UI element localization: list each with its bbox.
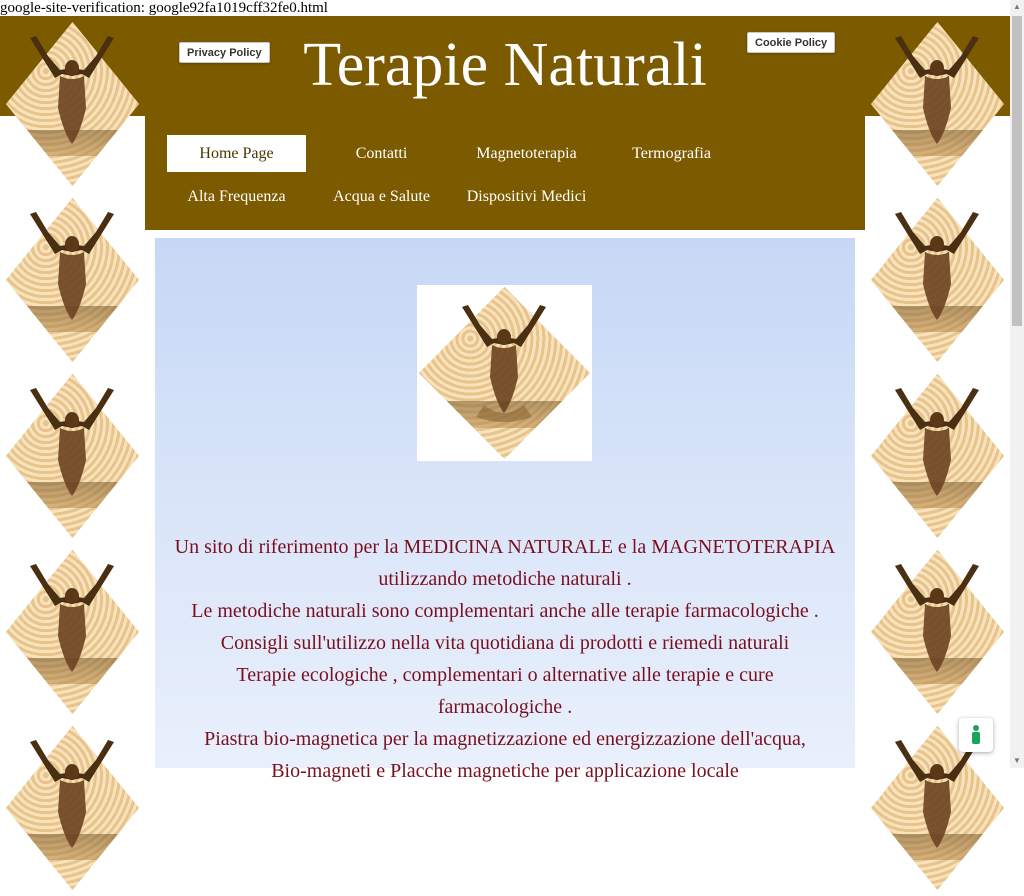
raised-arms-figure-icon bbox=[865, 544, 1010, 720]
right-decoration-column bbox=[865, 116, 1010, 768]
nav-item-magnetoterapia[interactable]: Magnetoterapia bbox=[476, 145, 577, 162]
raised-arms-figure-icon bbox=[865, 16, 1010, 192]
decorative-diamond-tile bbox=[865, 192, 1010, 368]
nav-item-alta-frequenza[interactable]: Alta Frequenza bbox=[187, 188, 286, 205]
decorative-diamond-tile bbox=[0, 368, 145, 544]
raised-arms-figure-icon bbox=[865, 192, 1010, 368]
nav-item-acqua-e-salute[interactable]: Acqua e Salute bbox=[333, 188, 430, 205]
description-line: Terapie ecologiche , complementari o alternative alle terapie e cure bbox=[236, 664, 774, 686]
description-line: Bio-magneti e Placche magnetiche per applicazione locale bbox=[271, 760, 739, 782]
nav-item-contatti[interactable]: Contatti bbox=[355, 145, 408, 162]
decorative-diamond-tile bbox=[0, 16, 145, 192]
decorative-diamond-tile bbox=[0, 720, 145, 896]
raised-arms-figure-icon bbox=[865, 368, 1010, 544]
raised-arms-figure-icon bbox=[0, 720, 145, 896]
scroll-up-arrow-icon[interactable]: ▲ bbox=[1013, 2, 1021, 11]
decorative-diamond-tile bbox=[865, 544, 1010, 720]
description-line: Le metodiche naturali sono complementari anche alle terapie farmacologiche . bbox=[191, 600, 819, 622]
decorative-diamond-tile bbox=[0, 192, 145, 368]
decorative-diamond-tile bbox=[865, 16, 1010, 192]
description-line: Un sito di riferimento per la MEDICINA NATURALE e la MAGNETOTERAPIA bbox=[174, 536, 836, 558]
hero-logo-image bbox=[417, 285, 592, 461]
decorative-diamond-tile bbox=[0, 544, 145, 720]
raised-arms-figure-icon bbox=[0, 544, 145, 720]
page-scrollbar[interactable] bbox=[1010, 0, 1024, 768]
raised-arms-figure-icon bbox=[0, 192, 145, 368]
description-line: Piastra bio-magnetica per la magnetizzazione ed energizzazione dell'acqua, bbox=[204, 728, 806, 750]
main-content bbox=[155, 238, 855, 782]
site-verification-text: google-site-verification: google92fa1019cff32fe0.html bbox=[0, 0, 328, 16]
scroll-down-arrow-icon[interactable]: ▼ bbox=[1013, 756, 1021, 765]
accessibility-icon bbox=[959, 718, 993, 752]
decorative-diamond-tile bbox=[865, 368, 1010, 544]
raised-arms-figure-icon bbox=[0, 16, 145, 192]
cookie-policy-button[interactable]: Cookie Policy bbox=[747, 32, 835, 53]
raised-arms-figure-icon bbox=[0, 368, 145, 544]
accessibility-button[interactable] bbox=[959, 718, 993, 752]
description-line: Consigli sull'utilizzo nella vita quotidiana di prodotti e riemedi naturali bbox=[220, 632, 790, 654]
site-header bbox=[0, 16, 1010, 116]
description-line: utilizzando metodiche naturali . bbox=[378, 568, 632, 590]
scroll-thumb[interactable] bbox=[1012, 16, 1022, 326]
site-description bbox=[155, 531, 855, 787]
main-navigation bbox=[145, 116, 865, 230]
raised-arms-diamond-logo-icon bbox=[417, 285, 592, 461]
site-title: Terapie Naturali bbox=[303, 31, 707, 99]
description-line: farmacologiche . bbox=[437, 696, 573, 718]
nav-item-termografia[interactable]: Termografia bbox=[632, 145, 711, 162]
left-decoration-column bbox=[0, 116, 145, 768]
privacy-policy-button[interactable]: Privacy Policy bbox=[179, 42, 270, 63]
nav-item-home-page[interactable]: Home Page bbox=[167, 135, 306, 172]
nav-item-dispositivi-medici[interactable]: Dispositivi Medici bbox=[466, 188, 587, 205]
